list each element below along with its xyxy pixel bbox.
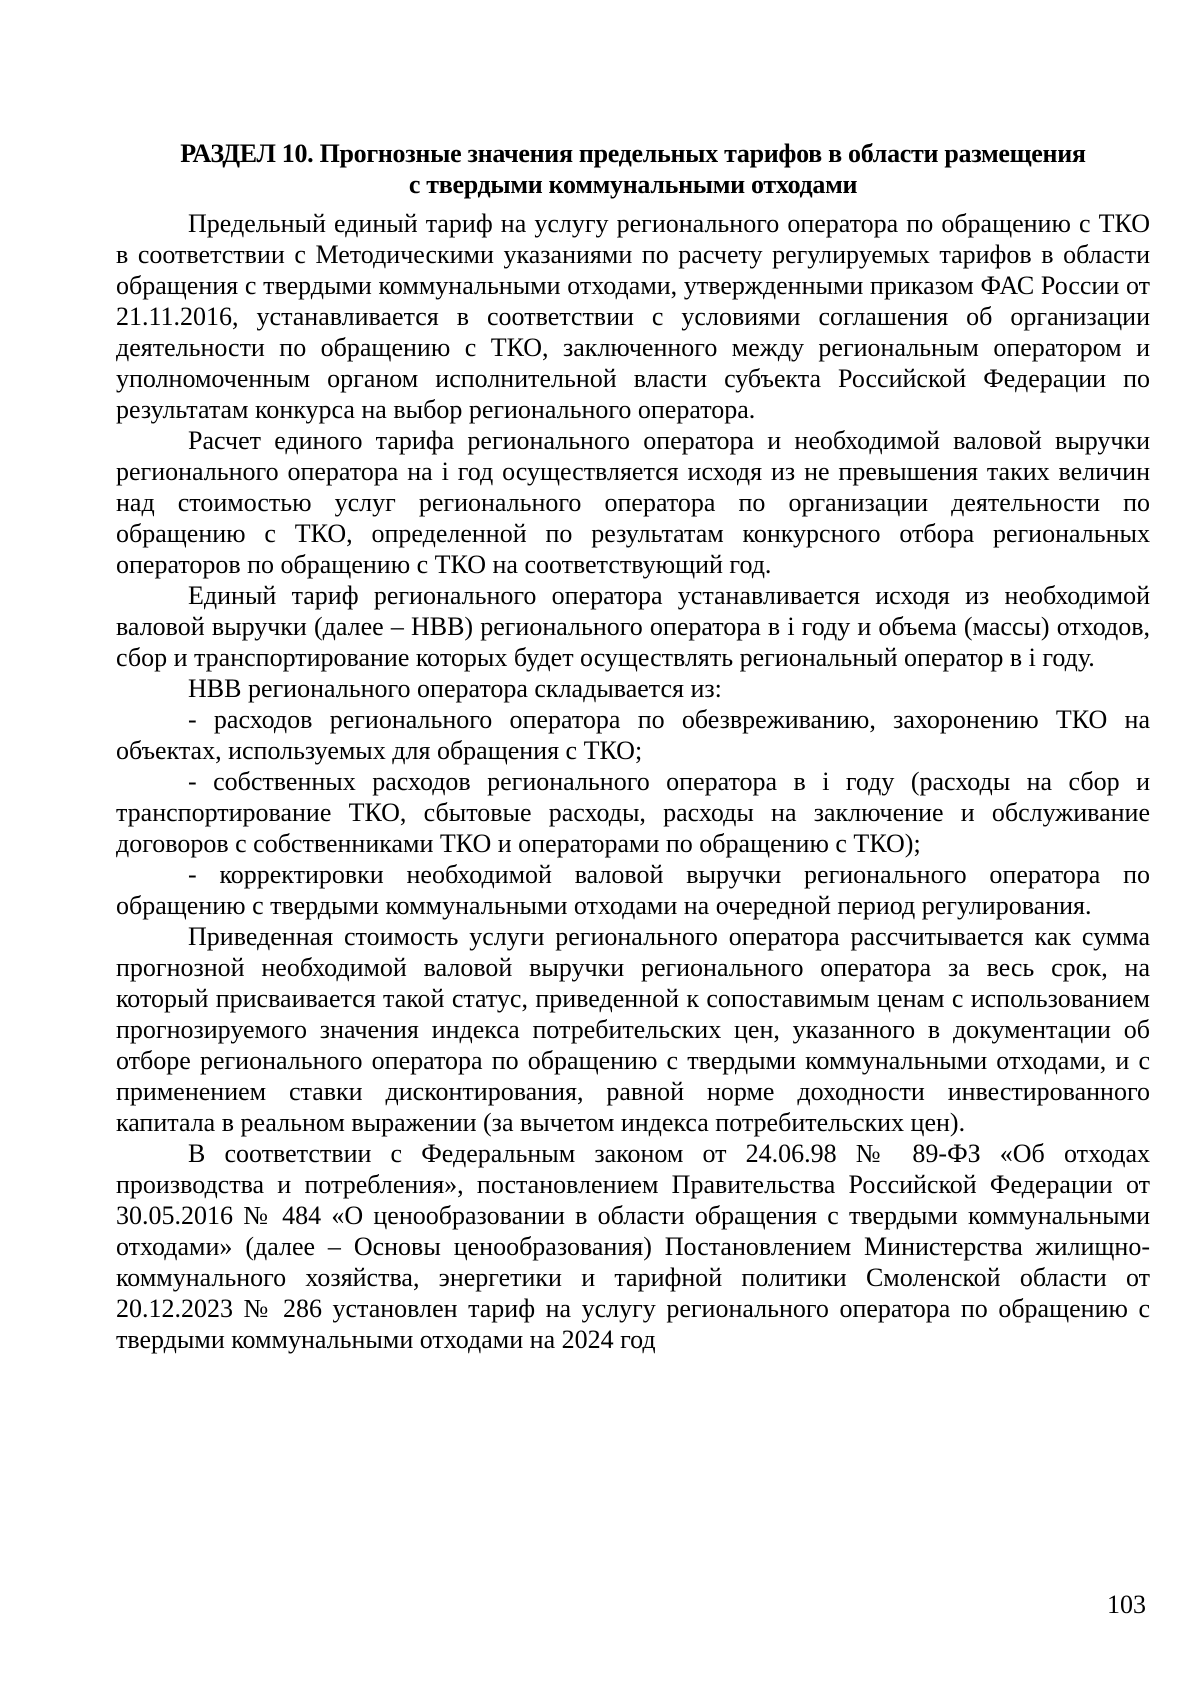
paragraph-present-value: Приведенная стоимость услуги регионального оператора рассчитывается как сумма прогнозной необходимой валовой выручки регионального оператора за весь срок, на который присваивается такой статус, приведенной к сопоставимым ценам с использованием прогнозируемого значения индекса потребительских цен, указанного в документации об отборе регионального оператора по обращению с твердыми коммунальными отходами, и с применением ставки дисконтирования, равной норме доходности инвестированного капитала в реальном выражении (за вычетом индекса потребительских цен). <box>116 922 1150 1137</box>
paragraph-tariff-intro: Предельный единый тариф на услугу регионального оператора по обращению с ТКО в соответствии с Методическими указаниями по расчету регулируемых тарифов в области обращения с твердыми коммунальными отходами, утвержденными приказом ФАС России от 21.11.2016, устанавливается в соответствии с условиями соглашения об организации деятельности по обращению с ТКО, заключенного между региональным оператором и уполномоченным органом исполнительной власти субъекта Российской Федерации по результатам конкурса на выбор регионального оператора. <box>116 209 1150 424</box>
section-heading-line-2: с твердыми коммунальными отходами <box>408 170 858 199</box>
paragraph-tariff-calculation: Расчет единого тарифа регионального оператора и необходимой валовой выручки регионального оператора на i год осуществляется исходя из не превышения таких величин над стоимостью услуг регионального оператора по организации деятельности по обращению с ТКО, определенной по результатам конкурсного отбора региональных операторов по обращению с ТКО на соответствующий год. <box>116 426 1150 579</box>
paragraph-legal-basis: В соответствии с Федеральным законом от 24.06.98 № 89-ФЗ «Об отходах производства и потребления», постановлением Правительства Российской Федерации от 30.05.2016 № 484 «О ценообразовании в области обращения с твердыми коммунальными отходами» (далее – Основы ценообразования) Постановлением Министерства жилищно-коммунального хозяйства, энергетики и тарифной политики Смоленской области от 20.12.2023 № 286 установлен тариф на услугу регионального оператора по обращению с твердыми коммунальными отходами на 2024 год <box>116 1139 1150 1354</box>
paragraph-tariff-basis: Единый тариф регионального оператора устанавливается исходя из необходимой валовой выручки (далее – НВВ) регионального оператора в i году и объема (массы) отходов, сбор и транспортирование которых будет осуществлять региональный оператор в i году. <box>116 581 1150 672</box>
page-number: 103 <box>1107 1590 1146 1619</box>
paragraph-nvv-components-intro: НВВ регионального оператора складывается из: <box>188 674 722 703</box>
list-item-own-costs: - собственных расходов регионального оператора в i году (расходы на сбор и транспортирование ТКО, сбытовые расходы, расходы на заключение и обслуживание договоров с собственниками ТКО и операторами по обращению с ТКО); <box>116 767 1150 858</box>
section-heading <box>116 138 1150 200</box>
section-heading-line-1: РАЗДЕЛ 10. Прогнозные значения предельных тарифов в области размещения <box>180 139 1086 168</box>
list-item-adjustments: - корректировки необходимой валовой выручки регионального оператора по обращению с твердыми коммунальными отходами на очередной период регулирования. <box>116 860 1150 920</box>
document-page <box>116 138 1150 1355</box>
list-item-disposal-costs: - расходов регионального оператора по обезвреживанию, захоронению ТКО на объектах, используемых для обращения с ТКО; <box>116 705 1150 765</box>
